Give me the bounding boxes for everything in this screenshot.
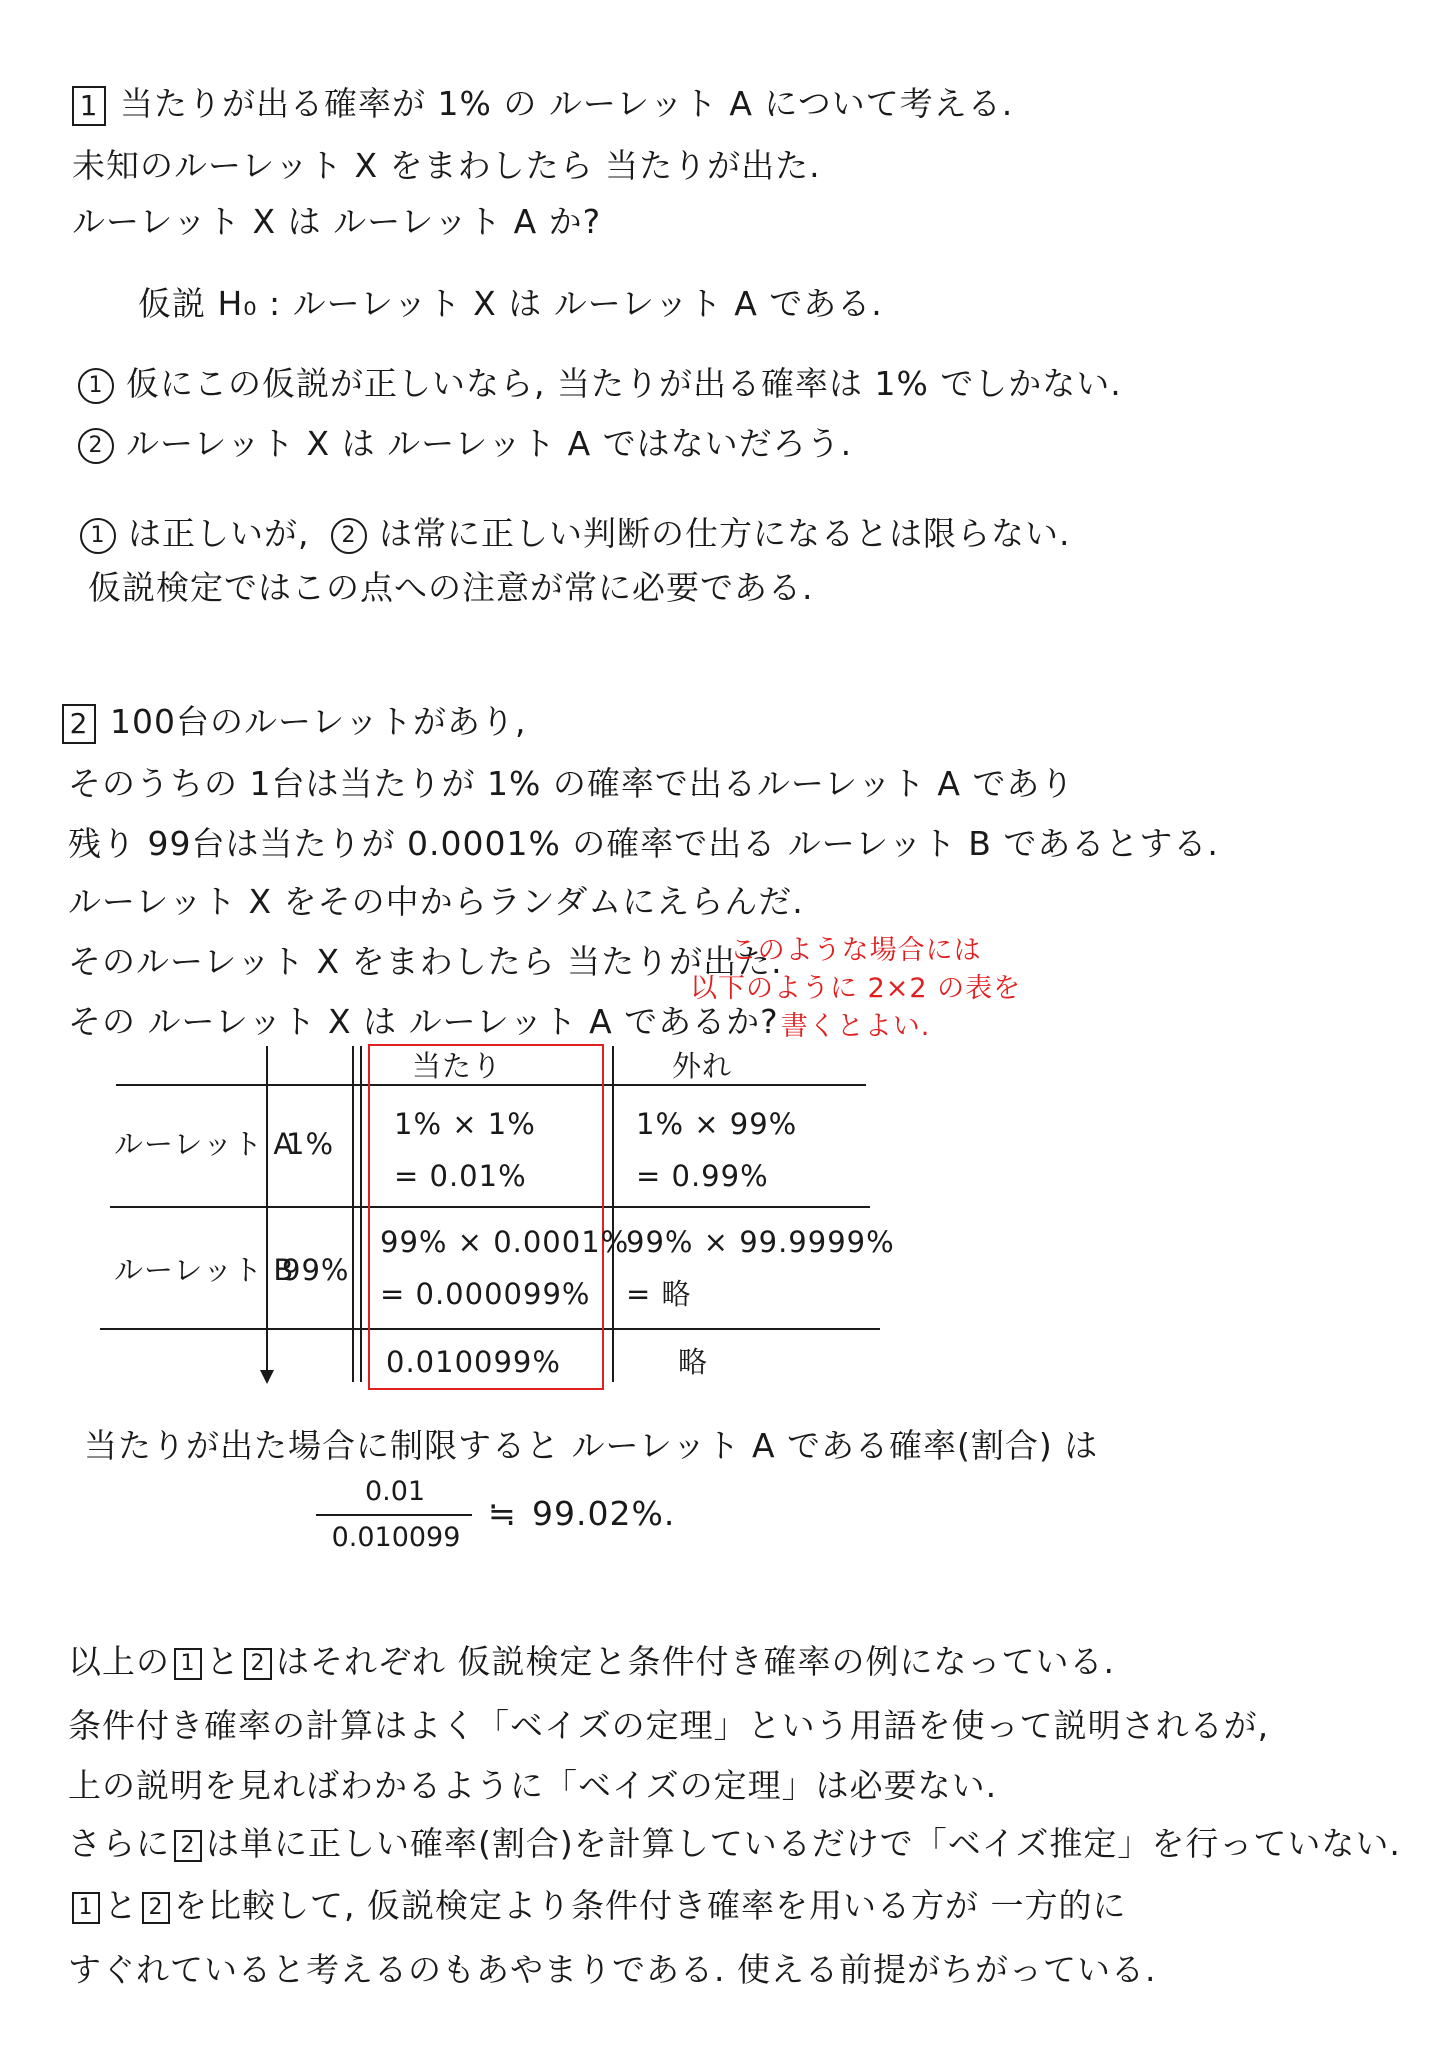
section1-note-line1 bbox=[80, 512, 1071, 556]
fraction-approx-sign: ≒ bbox=[488, 1494, 517, 1533]
note-part1: は正しいが, bbox=[128, 514, 310, 553]
section2-line6: その ルーレット X は ルーレット A であるか? bbox=[68, 1002, 779, 1041]
section2-line4: ルーレット X をその中からランダムにえらんだ. bbox=[68, 882, 804, 921]
conclusion-line: 当たりが出た場合に制限すると ルーレット A である確率(割合) は bbox=[84, 1426, 1099, 1465]
section1-text-1: 当たりが出る確率が 1% の ルーレット A について考える. bbox=[120, 84, 1014, 123]
summary-l1-box2: 2 bbox=[244, 1648, 272, 1680]
table-prior-separator-right bbox=[360, 1046, 362, 1382]
red-annotation-line2: 以下のように 2×2 の表を bbox=[690, 973, 1022, 1004]
step1-line bbox=[78, 362, 1122, 406]
red-annotation-line3: 書くとよい. bbox=[780, 1011, 931, 1042]
rowA-miss-result: = 0.99% bbox=[636, 1159, 769, 1193]
note-part2: は常に正しい判断の仕方になるとは限らない. bbox=[379, 514, 1071, 553]
section1-number-box: 1 bbox=[72, 86, 106, 126]
fraction-result: 99.02%. bbox=[532, 1494, 676, 1533]
section2-line5: そのルーレット X をまわしたら 当たりが出た. bbox=[68, 942, 783, 981]
rowB-miss-result: = 略 bbox=[626, 1277, 692, 1311]
hit-column-highlight bbox=[368, 1044, 604, 1390]
rowB-label: ルーレット B bbox=[114, 1253, 295, 1287]
summary-l5-box2: 2 bbox=[142, 1892, 170, 1924]
rowB-hit-formula: 99% × 0.0001% bbox=[380, 1225, 630, 1259]
rowA-prior: 1% bbox=[286, 1127, 335, 1161]
total-miss: 略 bbox=[678, 1345, 709, 1379]
section2-number-box: 2 bbox=[62, 704, 96, 744]
section1-line2: 未知のルーレット X をまわしたら 当たりが出た. bbox=[72, 146, 821, 185]
summary-l1-b: と bbox=[206, 1642, 240, 1681]
summary-line6: すぐれていると考えるのもあやまりである. 使える前提がちがっている. bbox=[68, 1950, 1157, 1989]
total-hit: 0.010099% bbox=[386, 1345, 561, 1379]
summary-l1-c: はそれぞれ 仮説検定と条件付き確率の例になっている. bbox=[276, 1642, 1115, 1681]
rowB-miss-formula: 99% × 99.9999% bbox=[626, 1225, 895, 1259]
section2-line3: 残り 99台は当たりが 0.0001% の確率で出る ルーレット B であるとする. bbox=[68, 824, 1219, 863]
fraction-denominator: 0.010099 bbox=[331, 1522, 461, 1553]
step1-text: 仮にこの仮説が正しいなら, 当たりが出る確率は 1% でしかない. bbox=[126, 364, 1122, 403]
section1-note-line2: 仮説検定ではこの点への注意が常に必要である. bbox=[88, 568, 814, 607]
summary-l5-a: と bbox=[104, 1886, 138, 1925]
table-hit-miss-separator bbox=[612, 1046, 614, 1382]
red-annotation bbox=[690, 932, 1021, 1046]
section2-line1 bbox=[62, 700, 527, 744]
summary-line5 bbox=[68, 1884, 1126, 1928]
summary-l5-box1: 1 bbox=[72, 1892, 100, 1924]
summary-line3: 上の説明を見ればわかるように「ベイズの定理」は必要ない. bbox=[68, 1766, 998, 1805]
fraction-numerator: 0.01 bbox=[364, 1476, 426, 1507]
table-label-separator bbox=[266, 1046, 268, 1376]
fraction-bar bbox=[316, 1514, 472, 1516]
rowA-hit-result: = 0.01% bbox=[394, 1159, 527, 1193]
summary-line1 bbox=[68, 1640, 1115, 1684]
note-circled-marker-2: 2 bbox=[331, 518, 367, 554]
down-arrow-head bbox=[260, 1370, 274, 1384]
rowA-hit-formula: 1% × 1% bbox=[394, 1107, 536, 1141]
rowB-hit-result: = 0.000099% bbox=[380, 1277, 591, 1311]
summary-l4-b: は単に正しい確率(割合)を計算しているだけで「ベイズ推定」を行っていない. bbox=[206, 1824, 1401, 1863]
rowB-prior: 99% bbox=[282, 1253, 350, 1287]
table-col-miss: 外れ bbox=[672, 1049, 733, 1083]
summary-l4-a: さらに bbox=[68, 1824, 170, 1863]
summary-l5-b: を比較して, 仮説検定より条件付き確率を用いる方が 一方的に bbox=[174, 1886, 1127, 1925]
table-col-hit: 当たり bbox=[412, 1049, 503, 1083]
summary-line4 bbox=[68, 1822, 1401, 1866]
summary-l1-box1: 1 bbox=[174, 1648, 202, 1680]
step2-line bbox=[78, 422, 852, 466]
step2-text: ルーレット X は ルーレット A ではないだろう. bbox=[126, 424, 853, 463]
note-circled-marker-1: 1 bbox=[80, 518, 116, 554]
summary-line2: 条件付き確率の計算はよく「ベイズの定理」という用語を使って説明されるが, bbox=[68, 1706, 1270, 1745]
step2-circled-marker: 2 bbox=[78, 428, 114, 464]
summary-l4-box: 2 bbox=[174, 1830, 202, 1862]
rowA-label: ルーレット A bbox=[114, 1127, 295, 1161]
rowA-miss-formula: 1% × 99% bbox=[636, 1107, 798, 1141]
step1-circled-marker: 1 bbox=[78, 368, 114, 404]
red-annotation-line1: このような場合には bbox=[729, 935, 982, 966]
summary-l1-a: 以上の bbox=[68, 1642, 170, 1681]
hypothesis-line: 仮説 H₀ : ルーレット X は ルーレット A である. bbox=[138, 284, 883, 323]
section2-line2: そのうちの 1台は当たりが 1% の確率で出るルーレット A であり bbox=[68, 764, 1075, 803]
section1-line3: ルーレット X は ルーレット A か? bbox=[72, 202, 602, 241]
section2-text-1: 100台のルーレットがあり, bbox=[110, 702, 527, 741]
section1-line1 bbox=[72, 82, 1013, 126]
table-prior-separator-left bbox=[352, 1046, 354, 1382]
